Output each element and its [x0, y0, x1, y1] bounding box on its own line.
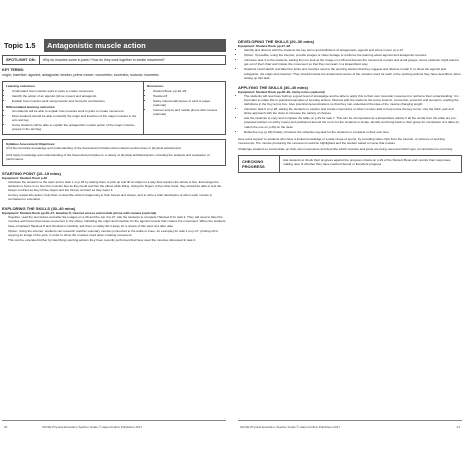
starting-heading: STARTING POINT (10–15 mins) — [2, 170, 61, 176]
syllabus-heading: Syllabus Assessment Objectives: — [6, 142, 56, 147]
resource-item: • Student Book: pp.26–29 — [153, 89, 222, 93]
syllabus-item: AO1 Demonstrate knowledge and understanding of the theoretical principles that underpin performance in physical activity/sport — [6, 146, 182, 151]
developing-item: • Students could sketch and label the joints and muscles used in the sporting actions that they suggest and discuss in task 5, to show the agonist and antagonist, the origin and insertion. They should include the anatomical names of the muscles used for each of the sporting actions they have described, when writing up this task. — [244, 67, 462, 79]
developing-item: • Introduce task 4 to the students, asking them to look at the image on p.28 and discuss the movement in pairs and small groups. Some students might want to get out of their chair and imitate the movement so that they can learn in a kinaesthetic way. — [244, 58, 462, 66]
page-number: 21 — [456, 425, 460, 429]
topic-title: Antagonistic muscle action — [44, 39, 226, 52]
spotlight-text: Why do muscles come in pairs? How do they work together to create movement? — [42, 58, 165, 62]
spotlight-label: SPOTLIGHT ON: — [3, 56, 40, 64]
resource-item: • Internet access and mobile phone with camera (optional) — [153, 108, 222, 116]
checking-text: Ask students to check their progress against the progress criteria on p.29 of the Student Book and monitor their responses, making note of whether they have reached Sound or Excellent progress. — [283, 157, 452, 167]
exploring-item: • This can be extended further by identifying sporting actions they have recently performed that have used the muscles discussed in task 2. — [8, 238, 226, 242]
footer-text: IGCSE Physical Education Teacher Guide © HarperCollins Publishers 2017 — [42, 425, 143, 429]
developing-equipment: Equipment: Student Book pp.27–28 — [238, 44, 291, 48]
developing-item: • Option: If possible, using the internet, provide images or video footage to reinforce the learning about agonist and antagonist muscles. — [244, 53, 462, 57]
exploring-item: • Option: Using the internet, students can research another voluntary muscle (connected to the ankle or knee, for example) for task 3 on p.27, printing off or copying an image of the joint, in order to show the muscles used when creating movement. — [8, 229, 226, 237]
challenge-text: Challenge students to concentrate on their own movements and describe which muscles and joints are being used and which type of contraction is occurring. — [238, 146, 453, 151]
resources-column — [144, 82, 225, 134]
applying-item: • The students will now have built up a good level of knowledge and be able to apply this to their own muscular movement to reinforce their understanding. It is important to relate this to practical examples of sporting actions. Discuss with the students the terms isotonic, concentric, eccentric and isometric, reading the definitions in the Key terms box. Give practical demonstrations so that they can understand the idea of the muscle changing length. — [244, 94, 462, 106]
starting-equipment: Equipment: Student Book p.26 — [2, 175, 48, 180]
outcomes-box — [2, 81, 226, 135]
outcomes-heading: Learning outcomes: — [6, 84, 36, 89]
applying-item: • Reflective log: (p.29) Finally, introduce the reflective log task for the students to complete in their own time. — [244, 130, 462, 134]
diff-item: • Some students will be able to explain the antagonistic muscle action of the major muscles groups in the arm/leg. — [12, 123, 140, 131]
topic-header — [2, 39, 226, 52]
applying-equipment: Equipment: Student Book pp.28–29, sticky notes (optional) — [238, 89, 325, 94]
extra-support-text: Give extra support to students who have a limited knowledge of a wide range of sports, by providing video clips from the internet, or pictures of sporting movements. The muscle producing the movement could be highlighted and the student asked to name that muscle. — [238, 136, 445, 145]
spotlight-box — [2, 55, 226, 65]
developing-heading: DEVELOPING THE SKILLS (20–30 mins) — [238, 39, 315, 44]
outcome-item: • Identify the action of an agonist (prime mover) and antagonist. — [12, 94, 140, 98]
starting-item: • As they repeat this action, help them to describe what is happening to their biceps and triceps, and to write a brief description of when each muscle is contracted or extended. — [8, 193, 226, 201]
key-terms-heading: KEY TERMS: — [2, 68, 25, 72]
syllabus-item: AO2 Apply knowledge and understanding of the theoretical principles to a variety of physical activities/sports, including the analysis and evaluation of performance — [6, 152, 210, 161]
footer-rule — [2, 420, 226, 421]
diff-heading: Differentiated learning outcomes: — [6, 104, 56, 109]
topic-number: Topic 1.5 — [4, 41, 36, 50]
applying-item: • Introduce task 6 on p.28, asking the students to explore and create mnemonics or other memory aids to help revise the key terms. Use the think, pair and share approach with the class to increase the variety of choices. — [244, 107, 462, 115]
page-number: 20 — [4, 425, 8, 429]
exploring-heading: EXPLORING THE SKILLS (30–40 mins) — [2, 206, 76, 212]
diff-item: • Most students should be able to identify the origin and insertion of the major muscles in the arm and leg. — [12, 114, 140, 122]
starting-item: • Introduce the students to the topic and to task 1 on p.26 by asking them to pick up and lift an object in a way that requires the elbow to flex. Encourage the students to focus in on how the muscles feel as they bend and flex the elbow while lifting. Using the fingers of the other hand, they should be able to feel the biceps contract as they lift the object and the triceps contract as they lower it. — [8, 180, 226, 192]
right-page — [238, 36, 462, 431]
exploring-equipment: Equipment: Student Book pp.26–27, Handout 8, internet access and mobile phone with camera (optional) — [2, 211, 157, 216]
footer-rule — [238, 420, 462, 421]
checking-progress-box — [238, 155, 462, 173]
key-terms-text: origin; insertion; agonist; antagonist; tendon; prime mover; concentric; eccentric; isotonic; isometric — [2, 72, 159, 77]
diff-item: • All students will be able to explain how muscles work in pairs to create movement. — [12, 109, 140, 113]
outcome-item: • Explain how muscles work using isotonic and isometric contractions. — [12, 99, 140, 103]
footer-text: IGCSE Physical Education Teacher Guide © HarperCollins Publishers 2017 — [240, 425, 341, 429]
outcome-item: • Understand how muscles work in pairs to create movement. — [12, 89, 140, 93]
syllabus-box — [2, 139, 226, 165]
resource-item: • Handout 8 — [153, 94, 222, 98]
outcomes-column — [3, 82, 144, 134]
applying-heading: APPLYING THE SKILLS (30–40 mins) — [238, 84, 308, 90]
left-page — [2, 36, 226, 431]
applying-item: • Ask the students to copy and complete the table on p.29 for task 7. This can be incorporated as a kinaesthetic activity if all the words from the table are pre-prepared (written on sticky notes) and positioned around the room for the students to locate, identify and bring back to their group for completion of a table (to match the one on p.29) on the desk. — [244, 116, 462, 128]
checking-label: CHECKING PROGRESS — [239, 156, 280, 172]
exploring-item: • Together, read the text before and after the images on p.26 and the top of p.27. Ask the students to complete Handout 8 for task 2. They will need to label the muscles and bones that cause movement in the elbow, indicating the origin and insertion for the agonist muscle that creates the movement. When the students have completed Handout 8 and checked it carefully, ask them to safely file it away for a review of this topic at a later date. — [8, 215, 226, 227]
book-spread — [2, 36, 463, 431]
resource-item: • Sticky notes/small pieces of card or paper (optional) — [153, 99, 222, 107]
resources-heading: Resources: — [147, 84, 164, 89]
key-terms — [2, 68, 226, 77]
developing-item: • Identify and discuss with the students the key terms and definitions of antagonistic, agonist and prime mover on p.27. — [244, 48, 462, 52]
